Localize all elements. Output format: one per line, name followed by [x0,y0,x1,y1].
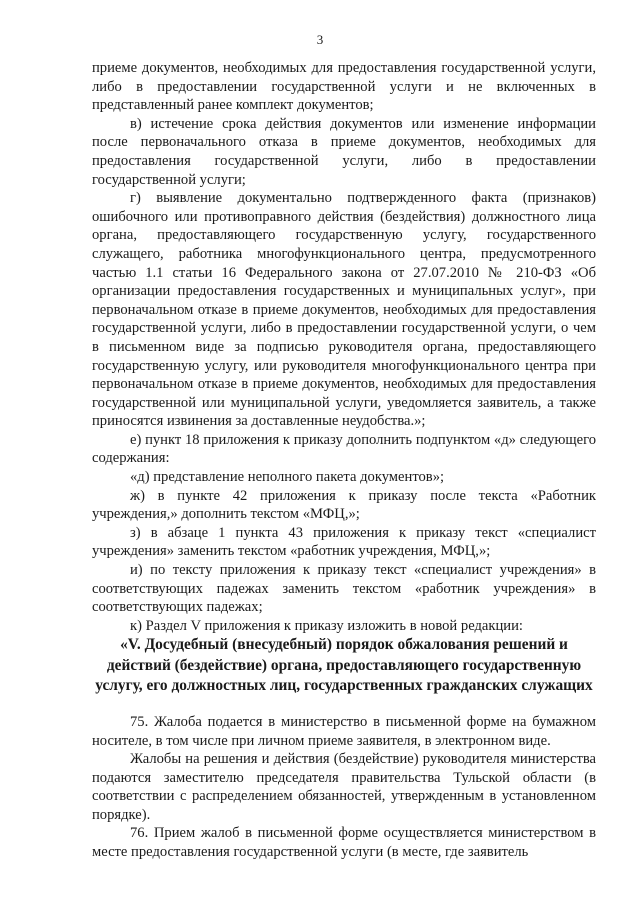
section-heading: «V. Досудебный (внесудебный) порядок обжалования решений и действий (бездействие) органа, предоставляющего государственную услугу, его должностных лиц, государственных гражданских служащих [95,636,593,695]
paragraph-75: 75. Жалоба подается в министерство в письменной форме на бумажном носителе, в том числе при личном приеме заявителя, в электронном виде. [92,713,596,749]
paragraph-item-i: и) по тексту приложения к приказу текст «специалист учреждения» в соответствующих падежах заменить текстом «работник учреждения» в соответствующих падежах; [92,562,596,616]
paragraph-item-k: к) Раздел V приложения к приказу изложить в новой редакции: [130,617,523,634]
paragraph-item-e: е) пункт 18 приложения к приказу дополнить подпунктом «д» следующего содержания: [92,431,596,467]
page-number: 3 [316,32,324,47]
paragraph-complaints: Жалобы на решения и действия (бездействие) руководителя министерства подаются заместителю председателя правительства Тульской области (в соответствии с распределением обязанностей, утвержденным в установленном порядке). [92,751,596,823]
paragraph-76: 76. Прием жалоб в письменной форме осуществляется министерством в месте предоставления государственной услуги (в месте, где заявитель [92,825,596,861]
paragraph-item-d-quote: «д) представление неполного пакета документов»; [130,469,445,486]
paragraph-item-z: з) в абзаце 1 пункта 43 приложения к приказу текст «специалист учреждения» заменить текстом «работник учреждения, МФЦ,»; [92,524,596,560]
paragraph-item-zh: ж) в пункте 42 приложения к приказу после текста «Работник учреждения,» дополнить текстом «МФЦ,»; [92,487,596,523]
spacer [92,697,596,713]
paragraph-item-v: в) истечение срока действия документов или изменение информации после первоначального отказа в приеме документов, необходимых для предоставления государственной услуги, либо в предоставлении государственной услуги; [92,115,596,188]
document-body [92,59,596,862]
paragraph-item-g: г) выявление документально подтвержденного факта (признаков) ошибочного или противоправного действия (бездействия) должностного лица органа, предоставляющего государственную услугу, государственного служащего, работника многофункционального центра, предусмотренного частью 1.1 статьи 16 Федерального закона от 27.07.2010 № 210-ФЗ «Об организации предоставления государственных и муниципальных услуг», при первоначальном отказе в приеме документов, необходимых для предоставления государственной услуги, либо в предоставлении государственной услуги, о чем в письменном виде за подписью руководителя органа, предоставляющего государственную услугу, или руководителя многофункционального центра при первоначальном отказе в приеме документов, необходимых для предоставления государственной или муниципальной услуги, уведомляется заявитель, а также приносятся извинения за доставленные неудобства.»; [92,190,596,430]
paragraph-continuation: приеме документов, необходимых для предоставления государственной услуги, либо в предоставлении государственной услуги и не включенных в представленный ранее комплект документов; [92,60,596,114]
